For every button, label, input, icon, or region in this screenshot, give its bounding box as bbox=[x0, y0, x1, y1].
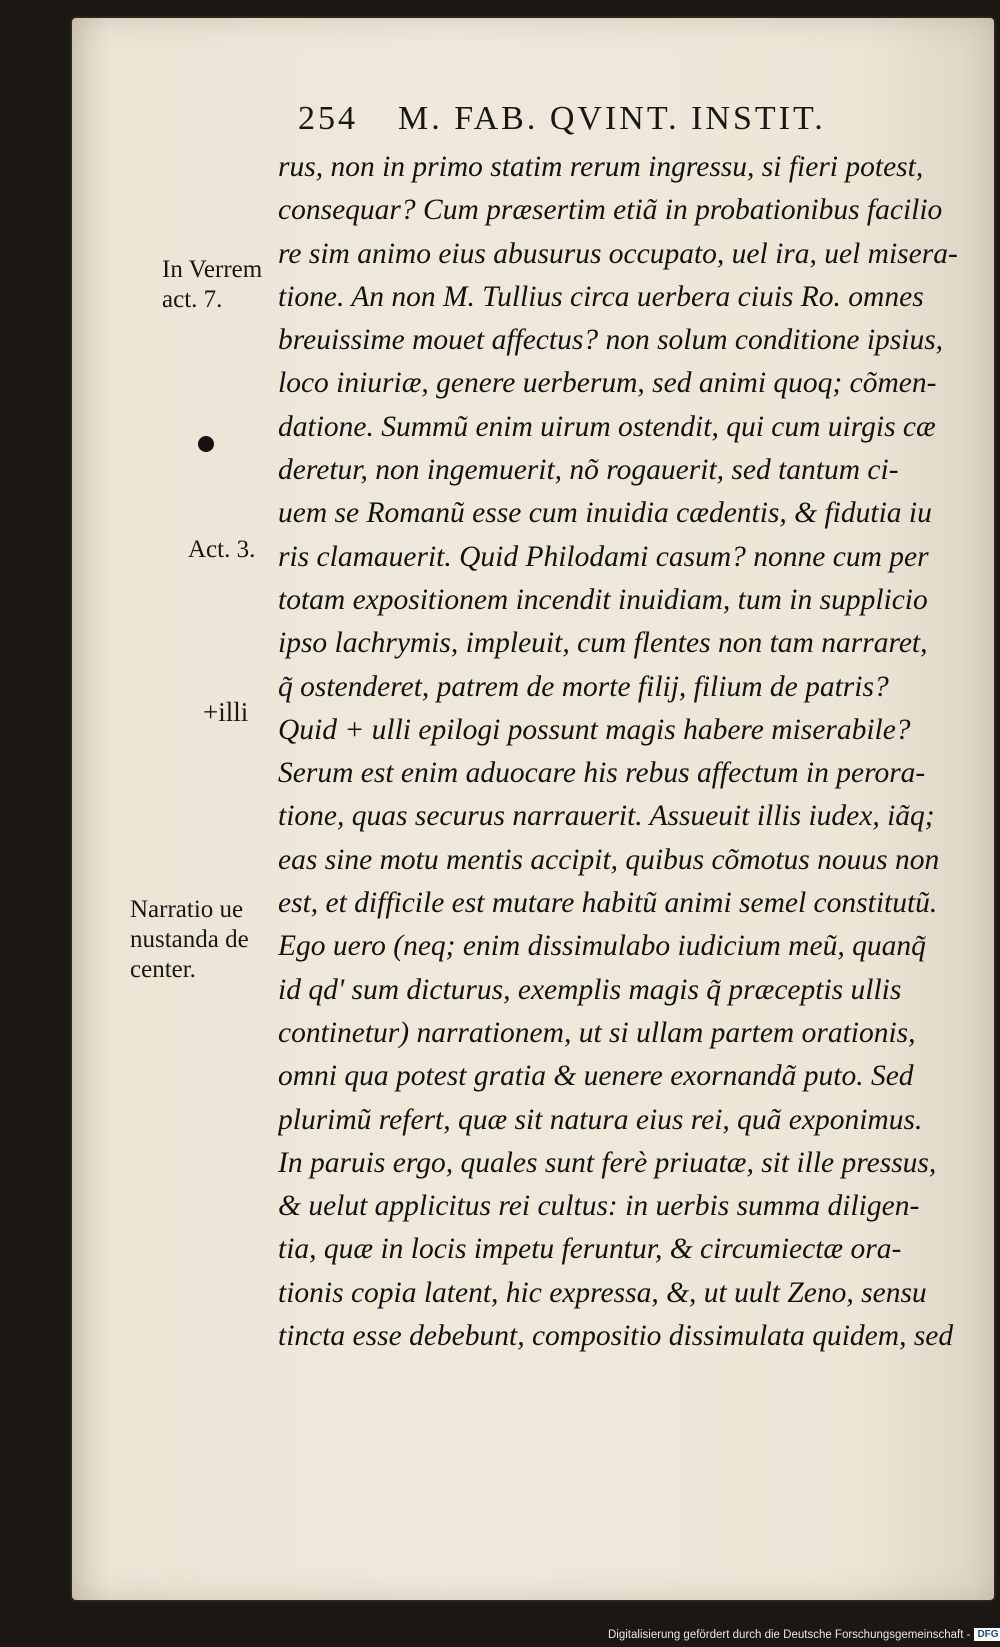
text-line: In paruis ergo, quales sunt ferè priuatæ, sit ille pressus, bbox=[278, 1146, 937, 1179]
digitization-credit bbox=[608, 1626, 1000, 1644]
text-line: ris clamauerit. Quid Philodami casum? nonne cum per bbox=[278, 540, 929, 573]
text-line: uem se Romanũ esse cum inuidia cædentis, & fidutia iu bbox=[278, 497, 932, 530]
text-line: tione, quas securus narrauerit. Assueuit illis iudex, iãq; bbox=[278, 800, 935, 833]
text-line: rus, non in primo statim rerum ingressu, si fieri potest, bbox=[278, 151, 924, 183]
page-number: 254 bbox=[298, 100, 358, 137]
margin-note-narratio: Narratio ue nustanda de center. bbox=[130, 896, 249, 983]
text-line: consequar? Cum præsertim etiã in probationibus facilio bbox=[278, 194, 943, 227]
running-head bbox=[298, 100, 938, 144]
text-line: q̃ ostenderet, patrem de morte filij, filium de patris? bbox=[278, 670, 889, 703]
text-line: Ego uero (neq; enim dissimulabo iudicium meũ, quanq̃ bbox=[278, 930, 926, 963]
margin-note-illi: +illi bbox=[203, 697, 249, 727]
text-line: re sim animo eius abusurus occupato, uel ira, uel misera- bbox=[278, 237, 958, 270]
text-line: tionis copia latent, hic expressa, &, ut uult Zeno, sensu bbox=[278, 1276, 927, 1309]
margin-note-act: Act. 3. bbox=[188, 536, 256, 563]
main-text-block bbox=[278, 146, 988, 1358]
text-line: loco iniuriæ, genere uerberum, sed animi quoq; cõmen- bbox=[278, 367, 937, 400]
text-line: Serum est enim aduocare his rebus affectum in perora- bbox=[278, 757, 926, 790]
text-line: deretur, non ingemuerit, nõ rogauerit, sed tantum ci- bbox=[278, 454, 899, 487]
margin-dot-mark bbox=[198, 436, 214, 452]
text-line: id qd' sum dicturus, exemplis magis q̃ præceptis ullis bbox=[278, 973, 902, 1006]
credit-text: Digitalisierung gefördert durch die Deutsche Forschungsgemeinschaft - bbox=[608, 1629, 971, 1641]
text-line: & uelut applicitus rei cultus: in uerbis summa diligen- bbox=[278, 1190, 920, 1223]
text-line: totam expositionem incendit inuidiam, tum in supplicio bbox=[278, 583, 928, 616]
text-line: continetur) narrationem, ut si ullam partem orationis, bbox=[278, 1016, 916, 1049]
text-line: datione. Summũ enim uirum ostendit, qui cum uirgis cæ bbox=[278, 410, 936, 443]
text-line: eas sine motu mentis accipit, quibus cõmotus nouus non bbox=[278, 843, 940, 876]
text-line: est, et difficile est mutare habitũ animi semel constitutũ. bbox=[278, 887, 938, 920]
text-line: breuissime mouet affectus? non solum conditione ipsius, bbox=[278, 324, 944, 357]
running-title: M. FAB. QVINT. INSTIT. bbox=[398, 100, 826, 137]
margin-note-in-verrem: In Verrem act. 7. bbox=[162, 256, 263, 313]
text-line: ipso lachrymis, impleuit, cum flentes non tam narraret, bbox=[278, 627, 928, 660]
text-line: omni qua potest gratia & uenere exornandã puto. Sed bbox=[278, 1060, 914, 1093]
text-line: tincta esse debebunt, compositio dissimulata quidem, sed bbox=[278, 1320, 954, 1353]
text-line: plurimũ refert, quæ sit natura eius rei, quã exponimus. bbox=[278, 1103, 923, 1136]
text-line: Quid + ulli epilogi possunt magis habere miserabile? bbox=[278, 713, 911, 746]
text-line: tione. An non M. Tullius circa uerbera ciuis Ro. omnes bbox=[278, 280, 924, 313]
dfg-logo: DFG bbox=[974, 1628, 1000, 1641]
text-line: tia, quæ in locis impetu feruntur, & circumiectæ ora- bbox=[278, 1233, 902, 1266]
